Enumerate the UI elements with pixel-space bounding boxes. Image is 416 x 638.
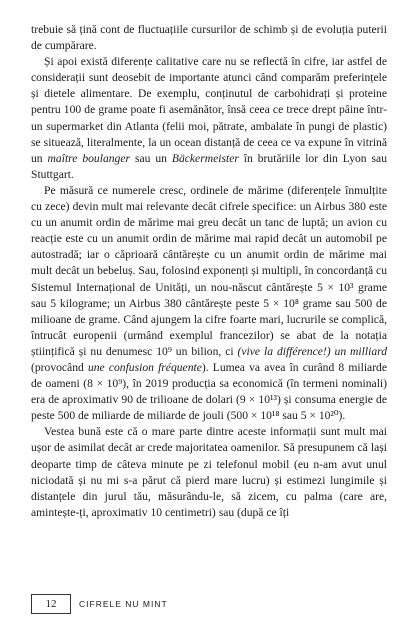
- text-run: (provocând: [31, 360, 88, 374]
- italic-text: une confusion fréquente: [87, 360, 202, 374]
- italic-text: (vive la différence!) un milliard: [237, 344, 387, 358]
- body-text: [31, 22, 387, 521]
- paragraph: [31, 54, 387, 183]
- text-run: Pe măsură ce numerele cresc, ordinele de mărime (diferențele înmulțite cu zece) devin mult mai relevante decât cifrele specifice: un Airbus 380 este cu un anumit ordin de mărime mai greu decât un tanc de luptă; un avion cu reacție este cu un anumit ordin de mărime mai rapid decât un automobil pe autostradă; iar o căprioară cântărește cu un anumit ordin de mărime mai mult decât un bebeluș. Sau, folosind exponenți și multipli, în concordanță cu Sistemul Internațional de Unități, un nou-născut cântărește 5 × 10³ grame sau 5 kilograme; un Airbus 380 cântărește peste 5 × 10⁸ grame sau 500 de milioane de grame. Când ajungem la cifre foarte mari, lucrurile se complică, întrucât europenii (urmând exemplul francezilor) se abat de la notația științifică și nu denumesc 10⁹ un bilion, ci: [31, 183, 387, 358]
- text-run: ). Lumea va avea în curând 8 miliarde de oameni (8 × 10⁹), în 2019 producția sa economică (în termeni nominali) era de aproximativ 90 de trilioane de dolari (9 × 10¹³) și consuma energie de peste 500 de miliarde de miliarde de jouli (500 × 10¹⁸ sau 5 × 10²⁰).: [31, 360, 388, 423]
- paragraph: [31, 22, 387, 54]
- text-run: trebuie să țină cont de fluctuațiile cursurilor de schimb și de evoluția puterii de cumpărare.: [31, 23, 387, 53]
- paragraph: [31, 183, 387, 424]
- italic-text: Bäckermeister: [171, 151, 239, 165]
- text-run: Vestea bună este că o mare parte dintre aceste informații sunt mult mai ușor de asimilat decât ar crede majoritatea oamenilor. Să presupunem că lași deoparte timp de câteva minute pe zi telefonul mobil (eu n-am avut unul niciodată și nu mi s-a părut că pierd mare lucru) și estimezi lungimile și distanțele din jurul tău, măsurându-le, să zicem, cu palma (care are, amintește-ți, aproximativ 10 centimetri) sau (după ce îți: [31, 425, 387, 519]
- text-run: sau un: [130, 151, 172, 165]
- page-number: 12: [31, 594, 71, 614]
- page-footer: [31, 592, 168, 616]
- text-run: în brutăriile lor din Lyon sau Stuttgart.: [31, 151, 388, 181]
- text-run: Și apoi există diferențe calitative care nu se reflectă în cifre, iar astfel de considerații sunt deosebit de importante atunci când comparăm preferințele și dietele alimentare. De exemplu, conținutul de carbohidrați și proteine pentru 100 de grame poate fi asemănător, însă ceea ce trece drept pâine într-un supermarket din Atlanta (felii moi, pătrate, ambalate în pungi de plastic) se situează, literalmente, la un ocean distanță de ceea ce va expune în vitrină un: [31, 55, 387, 165]
- paragraph: [31, 424, 387, 521]
- italic-text: maître boulanger: [47, 151, 130, 165]
- running-title: CIFRELE NU MINT: [79, 599, 168, 609]
